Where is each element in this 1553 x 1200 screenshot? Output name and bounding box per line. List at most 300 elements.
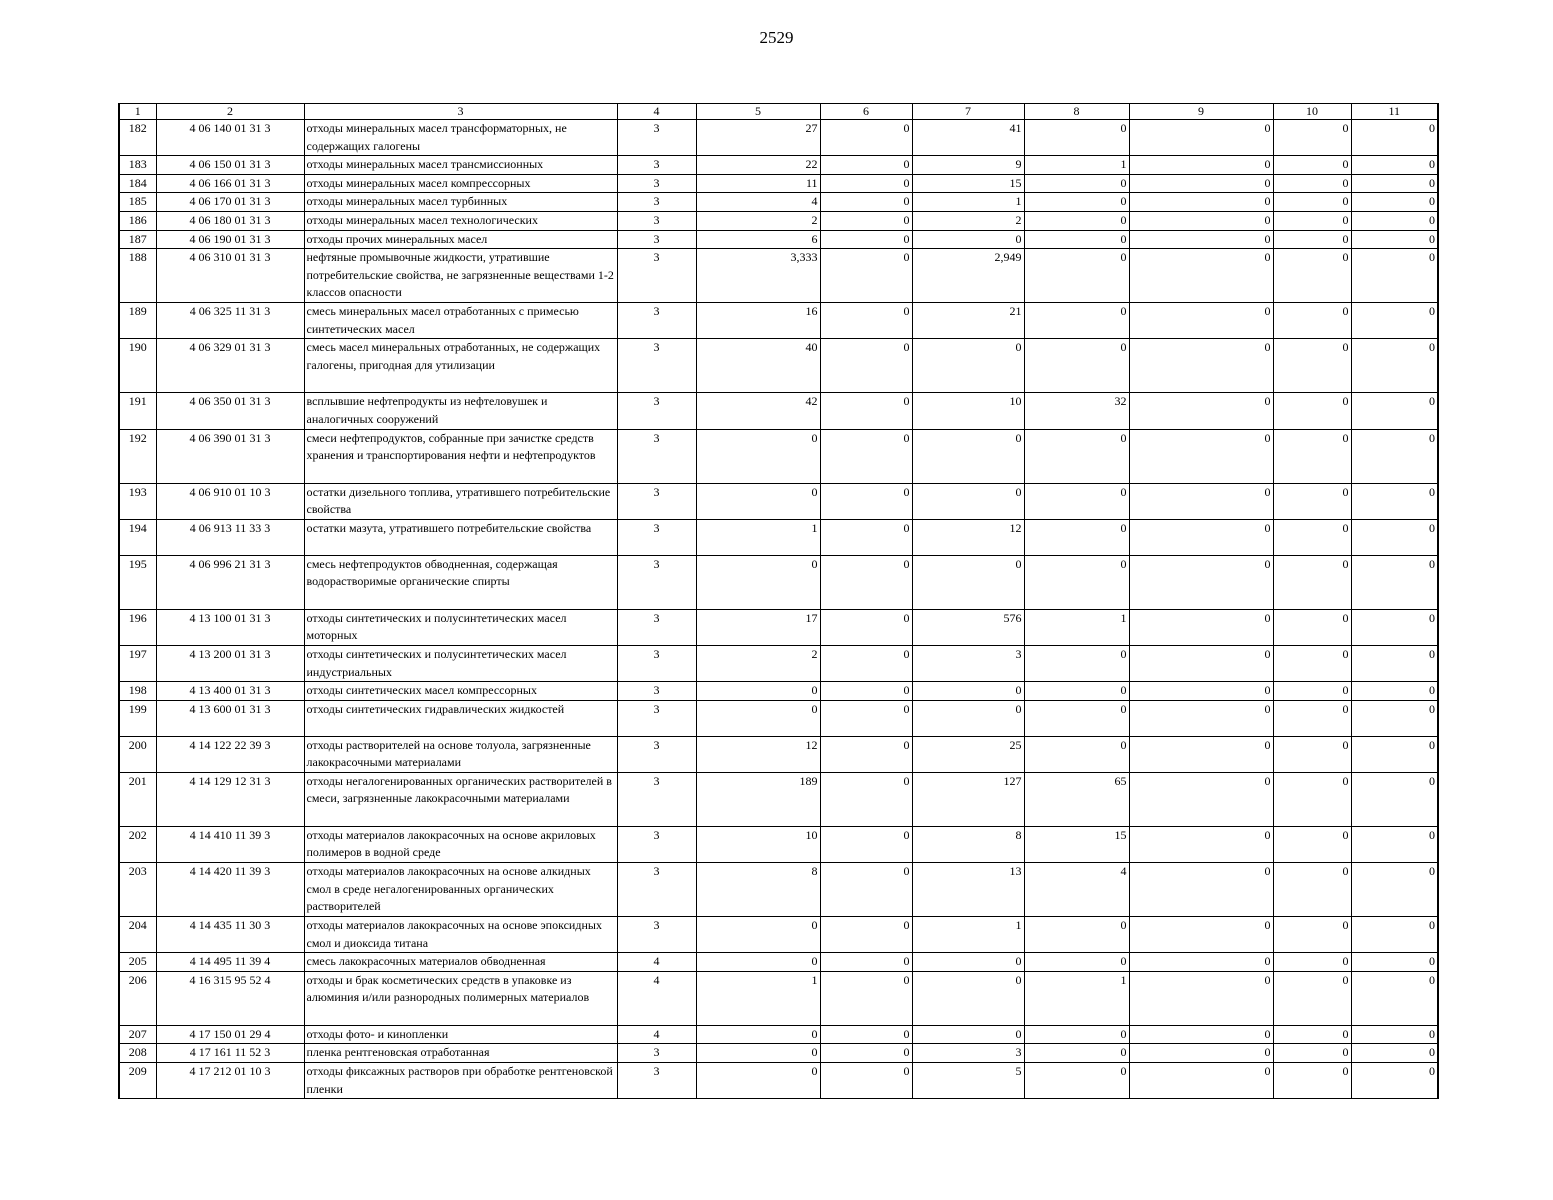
value-cell: 17 [696,609,820,645]
value-cell: 0 [1351,645,1438,681]
waste-name-cell: смесь минеральных масел отработанных с примесью синтетических масел [304,303,617,339]
table-row [119,682,1438,701]
value-cell: 13 [912,863,1024,917]
hazard-class-cell: 3 [617,339,696,393]
hazard-class-cell: 3 [617,519,696,555]
value-cell: 0 [820,772,912,826]
table-row [119,953,1438,972]
column-header: 1 [119,104,156,120]
value-cell: 15 [1024,826,1129,862]
value-cell: 0 [820,303,912,339]
value-cell: 42 [696,393,820,429]
value-cell: 27 [696,120,820,156]
value-cell: 0 [912,953,1024,972]
value-cell: 0 [1273,429,1351,483]
waste-name-cell: отходы синтетических и полусинтетических масел моторных [304,609,617,645]
row-number-cell: 199 [119,700,156,736]
value-cell: 0 [1351,1063,1438,1099]
hazard-class-cell: 3 [617,303,696,339]
value-cell: 0 [1129,249,1273,303]
waste-name-cell: остатки дизельного топлива, утратившего потребительские свойства [304,483,617,519]
waste-code-cell: 4 06 913 11 33 3 [156,519,304,555]
value-cell: 0 [1351,1044,1438,1063]
value-cell: 0 [696,483,820,519]
hazard-class-cell: 3 [617,736,696,772]
value-cell: 0 [1351,393,1438,429]
value-cell: 0 [696,429,820,483]
value-cell: 0 [1129,393,1273,429]
value-cell: 0 [1273,772,1351,826]
value-cell: 0 [696,953,820,972]
value-cell: 0 [1273,700,1351,736]
waste-code-cell: 4 06 180 01 31 3 [156,211,304,230]
value-cell: 0 [1273,917,1351,953]
row-number-cell: 182 [119,120,156,156]
value-cell: 0 [1351,682,1438,701]
waste-code-cell: 4 13 600 01 31 3 [156,700,304,736]
row-number-cell: 187 [119,230,156,249]
value-cell: 4 [1024,863,1129,917]
value-cell: 1 [1024,156,1129,175]
value-cell: 0 [912,230,1024,249]
value-cell: 0 [1351,863,1438,917]
column-header: 7 [912,104,1024,120]
value-cell: 0 [1351,519,1438,555]
value-cell: 0 [912,339,1024,393]
table-row [119,1025,1438,1044]
hazard-class-cell: 3 [617,682,696,701]
value-cell: 3 [912,645,1024,681]
table-row [119,772,1438,826]
value-cell: 2 [912,211,1024,230]
value-cell: 8 [696,863,820,917]
hazard-class-cell: 3 [617,917,696,953]
row-number-cell: 196 [119,609,156,645]
waste-name-cell: отходы прочих минеральных масел [304,230,617,249]
value-cell: 0 [1351,156,1438,175]
column-header: 2 [156,104,304,120]
value-cell: 0 [1129,971,1273,1025]
value-cell: 21 [912,303,1024,339]
waste-name-cell: отходы минеральных масел технологических [304,211,617,230]
value-cell: 0 [1351,230,1438,249]
value-cell: 0 [1129,1025,1273,1044]
value-cell: 0 [1024,211,1129,230]
table-row [119,555,1438,609]
value-cell: 0 [820,1044,912,1063]
value-cell: 0 [820,682,912,701]
table-row [119,645,1438,681]
value-cell: 0 [1273,211,1351,230]
value-cell: 0 [696,682,820,701]
hazard-class-cell: 3 [617,249,696,303]
row-number-cell: 203 [119,863,156,917]
value-cell: 0 [1129,519,1273,555]
value-cell: 0 [1273,483,1351,519]
table-row [119,303,1438,339]
value-cell: 0 [1351,249,1438,303]
hazard-class-cell: 3 [617,483,696,519]
value-cell: 0 [1273,249,1351,303]
row-number-cell: 198 [119,682,156,701]
value-cell: 0 [1024,120,1129,156]
waste-code-cell: 4 06 390 01 31 3 [156,429,304,483]
hazard-class-cell: 3 [617,193,696,212]
waste-code-cell: 4 06 166 01 31 3 [156,174,304,193]
value-cell: 0 [1351,826,1438,862]
value-cell: 0 [696,1044,820,1063]
waste-code-cell: 4 17 161 11 52 3 [156,1044,304,1063]
value-cell: 0 [1129,736,1273,772]
hazard-class-cell: 3 [617,174,696,193]
waste-name-cell: отходы синтетических гидравлических жидкостей [304,700,617,736]
value-cell: 0 [820,211,912,230]
value-cell: 0 [696,700,820,736]
row-number-cell: 201 [119,772,156,826]
hazard-class-cell: 3 [617,826,696,862]
value-cell: 3 [912,1044,1024,1063]
value-cell: 0 [820,1025,912,1044]
table-body [119,120,1438,1099]
value-cell: 0 [1351,772,1438,826]
value-cell: 0 [1129,772,1273,826]
column-header: 6 [820,104,912,120]
value-cell: 1 [1024,971,1129,1025]
waste-code-cell: 4 06 325 11 31 3 [156,303,304,339]
value-cell: 0 [1273,519,1351,555]
value-cell: 0 [1129,1063,1273,1099]
value-cell: 0 [1024,555,1129,609]
value-cell: 0 [1273,339,1351,393]
column-header: 9 [1129,104,1273,120]
value-cell: 0 [1273,609,1351,645]
waste-code-cell: 4 06 190 01 31 3 [156,230,304,249]
row-number-cell: 207 [119,1025,156,1044]
value-cell: 0 [912,1025,1024,1044]
hazard-class-cell: 3 [617,120,696,156]
value-cell: 0 [1273,863,1351,917]
hazard-class-cell: 4 [617,1025,696,1044]
table-row [119,120,1438,156]
value-cell: 0 [1351,953,1438,972]
value-cell: 0 [1273,682,1351,701]
value-cell: 0 [1273,174,1351,193]
hazard-class-cell: 3 [617,700,696,736]
value-cell: 0 [1273,120,1351,156]
value-cell: 0 [1273,393,1351,429]
table-row [119,700,1438,736]
value-cell: 0 [1351,429,1438,483]
row-number-cell: 209 [119,1063,156,1099]
value-cell: 0 [1129,609,1273,645]
row-number-cell: 205 [119,953,156,972]
waste-code-cell: 4 06 910 01 10 3 [156,483,304,519]
row-number-cell: 185 [119,193,156,212]
value-cell: 5 [912,1063,1024,1099]
column-header: 10 [1273,104,1351,120]
value-cell: 0 [1024,1044,1129,1063]
value-cell: 0 [1273,1025,1351,1044]
hazard-class-cell: 3 [617,645,696,681]
table-row [119,971,1438,1025]
value-cell: 1 [912,917,1024,953]
waste-code-cell: 4 14 495 11 39 4 [156,953,304,972]
waste-name-cell: отходы фото- и кинопленки [304,1025,617,1044]
waste-name-cell: отходы минеральных масел трансформаторных, не содержащих галогены [304,120,617,156]
value-cell: 0 [1129,230,1273,249]
value-cell: 127 [912,772,1024,826]
value-cell: 0 [820,917,912,953]
waste-code-cell: 4 13 200 01 31 3 [156,645,304,681]
value-cell: 0 [820,826,912,862]
value-cell: 0 [1129,700,1273,736]
waste-name-cell: отходы материалов лакокрасочных на основе эпоксидных смол и диоксида титана [304,917,617,953]
table-row [119,393,1438,429]
value-cell: 0 [1351,1025,1438,1044]
row-number-cell: 206 [119,971,156,1025]
value-cell: 12 [912,519,1024,555]
waste-name-cell: остатки мазута, утратившего потребительские свойства [304,519,617,555]
value-cell: 0 [1129,120,1273,156]
value-cell: 0 [1273,193,1351,212]
value-cell: 0 [1351,303,1438,339]
value-cell: 16 [696,303,820,339]
waste-code-cell: 4 14 122 22 39 3 [156,736,304,772]
table-row [119,1044,1438,1063]
table-row [119,339,1438,393]
waste-code-cell: 4 06 150 01 31 3 [156,156,304,175]
waste-code-cell: 4 17 212 01 10 3 [156,1063,304,1099]
waste-code-cell: 4 06 350 01 31 3 [156,393,304,429]
value-cell: 0 [1024,736,1129,772]
value-cell: 1 [912,193,1024,212]
waste-data-table [118,103,1439,1099]
waste-name-cell: отходы минеральных масел трансмиссионных [304,156,617,175]
table-row [119,156,1438,175]
waste-name-cell: смесь лакокрасочных материалов обводненная [304,953,617,972]
table-row [119,483,1438,519]
value-cell: 0 [820,483,912,519]
value-cell: 0 [1024,700,1129,736]
value-cell: 0 [1351,339,1438,393]
row-number-cell: 188 [119,249,156,303]
value-cell: 0 [1351,483,1438,519]
value-cell: 0 [1273,156,1351,175]
value-cell: 8 [912,826,1024,862]
value-cell: 9 [912,156,1024,175]
waste-code-cell: 4 14 435 11 30 3 [156,917,304,953]
value-cell: 0 [1129,826,1273,862]
table-row [119,193,1438,212]
value-cell: 12 [696,736,820,772]
value-cell: 0 [1351,971,1438,1025]
value-cell: 0 [1129,156,1273,175]
table-row [119,230,1438,249]
waste-code-cell: 4 14 129 12 31 3 [156,772,304,826]
waste-name-cell: смесь масел минеральных отработанных, не содержащих галогены, пригодная для утилизации [304,339,617,393]
value-cell: 10 [696,826,820,862]
waste-code-cell: 4 13 100 01 31 3 [156,609,304,645]
value-cell: 0 [820,700,912,736]
value-cell: 0 [1024,1063,1129,1099]
waste-code-cell: 4 17 150 01 29 4 [156,1025,304,1044]
value-cell: 22 [696,156,820,175]
value-cell: 0 [820,971,912,1025]
row-number-cell: 197 [119,645,156,681]
hazard-class-cell: 3 [617,772,696,826]
row-number-cell: 200 [119,736,156,772]
value-cell: 0 [1273,971,1351,1025]
value-cell: 0 [820,953,912,972]
row-number-cell: 202 [119,826,156,862]
value-cell: 0 [1129,174,1273,193]
value-cell: 0 [1129,645,1273,681]
table-header-row [119,104,1438,120]
value-cell: 0 [1024,339,1129,393]
column-header: 5 [696,104,820,120]
value-cell: 3,333 [696,249,820,303]
value-cell: 0 [1273,303,1351,339]
waste-name-cell: отходы растворителей на основе толуола, загрязненные лакокрасочными материалами [304,736,617,772]
value-cell: 25 [912,736,1024,772]
value-cell: 0 [1024,249,1129,303]
value-cell: 0 [1024,645,1129,681]
value-cell: 0 [820,609,912,645]
value-cell: 0 [1351,211,1438,230]
waste-name-cell: отходы фиксажных растворов при обработке рентгеновской пленки [304,1063,617,1099]
hazard-class-cell: 3 [617,555,696,609]
value-cell: 0 [820,393,912,429]
table-row [119,174,1438,193]
value-cell: 1 [696,519,820,555]
value-cell: 576 [912,609,1024,645]
value-cell: 0 [1024,917,1129,953]
value-cell: 0 [1024,519,1129,555]
value-cell: 0 [912,682,1024,701]
value-cell: 0 [1129,1044,1273,1063]
value-cell: 0 [1129,953,1273,972]
row-number-cell: 186 [119,211,156,230]
value-cell: 0 [820,339,912,393]
hazard-class-cell: 3 [617,211,696,230]
value-cell: 0 [1024,429,1129,483]
table-row [119,211,1438,230]
page-number: 2529 [759,28,794,47]
waste-name-cell: нефтяные промывочные жидкости, утратившие потребительские свойства, не загрязненные веществами 1-2 классов опасности [304,249,617,303]
value-cell: 0 [1351,120,1438,156]
value-cell: 0 [1351,193,1438,212]
value-cell: 0 [696,1063,820,1099]
value-cell: 0 [820,555,912,609]
value-cell: 0 [1129,211,1273,230]
value-cell: 2 [696,211,820,230]
value-cell: 0 [912,429,1024,483]
waste-name-cell: всплывшие нефтепродукты из нефтеловушек и аналогичных сооружений [304,393,617,429]
hazard-class-cell: 3 [617,230,696,249]
value-cell: 0 [1024,483,1129,519]
row-number-cell: 194 [119,519,156,555]
value-cell: 0 [820,174,912,193]
row-number-cell: 191 [119,393,156,429]
waste-code-cell: 4 16 315 95 52 4 [156,971,304,1025]
column-header: 3 [304,104,617,120]
value-cell: 0 [1024,303,1129,339]
waste-code-cell: 4 14 420 11 39 3 [156,863,304,917]
row-number-cell: 208 [119,1044,156,1063]
value-cell: 0 [820,863,912,917]
value-cell: 1 [696,971,820,1025]
column-header: 8 [1024,104,1129,120]
waste-code-cell: 4 06 140 01 31 3 [156,120,304,156]
column-header: 4 [617,104,696,120]
table-row [119,826,1438,862]
hazard-class-cell: 4 [617,953,696,972]
value-cell: 0 [1129,917,1273,953]
value-cell: 0 [1273,1044,1351,1063]
value-cell: 0 [1273,230,1351,249]
hazard-class-cell: 3 [617,1044,696,1063]
waste-code-cell: 4 13 400 01 31 3 [156,682,304,701]
value-cell: 0 [912,483,1024,519]
waste-name-cell: отходы минеральных масел турбинных [304,193,617,212]
value-cell: 0 [1129,483,1273,519]
value-cell: 0 [912,555,1024,609]
waste-name-cell: отходы негалогенированных органических растворителей в смеси, загрязненные лакокрасочными материалами [304,772,617,826]
row-number-cell: 204 [119,917,156,953]
value-cell: 0 [1351,555,1438,609]
value-cell: 0 [1129,863,1273,917]
table-row [119,917,1438,953]
table-row [119,736,1438,772]
table-row [119,429,1438,483]
waste-code-cell: 4 06 170 01 31 3 [156,193,304,212]
waste-code-cell: 4 06 310 01 31 3 [156,249,304,303]
table-row [119,1063,1438,1099]
waste-name-cell: смесь нефтепродуктов обводненная, содержащая водорастворимые органические спирты [304,555,617,609]
value-cell: 0 [820,736,912,772]
value-cell: 0 [1273,736,1351,772]
row-number-cell: 184 [119,174,156,193]
row-number-cell: 195 [119,555,156,609]
waste-code-cell: 4 06 329 01 31 3 [156,339,304,393]
waste-code-cell: 4 06 996 21 31 3 [156,555,304,609]
hazard-class-cell: 3 [617,393,696,429]
value-cell: 0 [1273,555,1351,609]
hazard-class-cell: 4 [617,971,696,1025]
value-cell: 0 [1024,953,1129,972]
value-cell: 6 [696,230,820,249]
hazard-class-cell: 3 [617,1063,696,1099]
value-cell: 0 [820,120,912,156]
value-cell: 0 [1024,174,1129,193]
value-cell: 0 [1129,339,1273,393]
waste-name-cell: отходы минеральных масел компрессорных [304,174,617,193]
value-cell: 0 [1273,1063,1351,1099]
value-cell: 0 [820,230,912,249]
table-row [119,519,1438,555]
value-cell: 32 [1024,393,1129,429]
value-cell: 15 [912,174,1024,193]
table-row [119,863,1438,917]
value-cell: 0 [912,971,1024,1025]
waste-name-cell: отходы синтетических масел компрессорных [304,682,617,701]
hazard-class-cell: 3 [617,429,696,483]
row-number-cell: 192 [119,429,156,483]
value-cell: 0 [1024,193,1129,212]
table-row [119,249,1438,303]
column-header: 11 [1351,104,1438,120]
waste-name-cell: пленка рентгеновская отработанная [304,1044,617,1063]
